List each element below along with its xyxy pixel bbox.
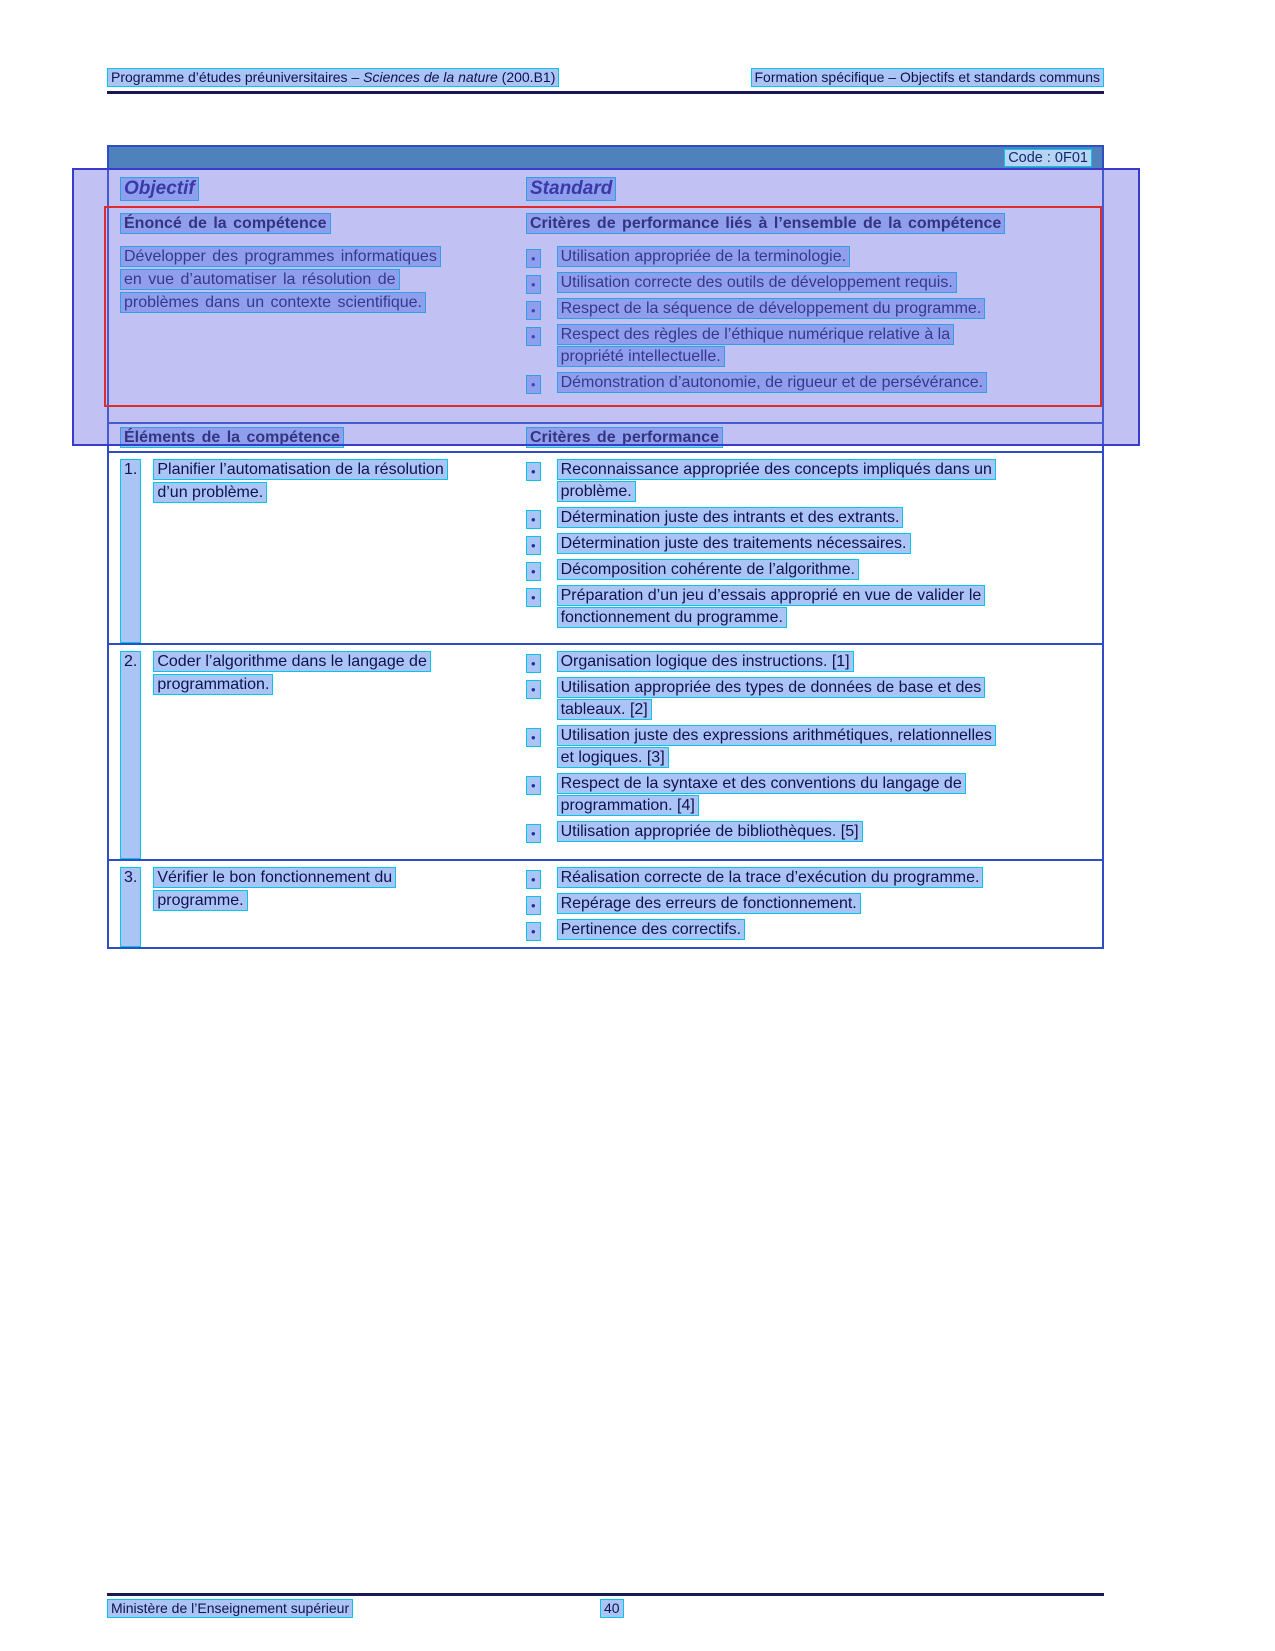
criterion-line: Préparation d’un jeu d’essais approprié en vue de valider le [557, 585, 986, 606]
elements-header-left-cell [109, 427, 522, 451]
statement-line: Développer des programmes informatiques [120, 246, 441, 267]
criterion-line: propriété intellectuelle. [557, 346, 725, 367]
element-criteria-list [522, 651, 1102, 859]
element-label [109, 459, 522, 643]
header-left-prefix: Programme d’études préuniversitaires – [111, 69, 364, 85]
criterion-text [557, 919, 746, 941]
criterion-line: tableaux. [2] [557, 699, 652, 720]
criterion-text [557, 585, 986, 629]
enonce-content-row [109, 240, 1102, 408]
criterion-text [557, 773, 966, 817]
criterion-line: Utilisation appropriée des types de données de base et des [557, 677, 986, 698]
criterion-item [526, 459, 1094, 503]
criterion-item [526, 272, 1094, 294]
criterion-text [557, 372, 987, 394]
enonce-right-header: Critères de performance liés à l’ensemble de la compétence [526, 213, 1005, 234]
criterion-line: Utilisation juste des expressions arithmétiques, relationnelles [557, 725, 996, 746]
element-row [109, 859, 1102, 947]
element-number: 3. [120, 867, 141, 947]
criterion-text [557, 272, 957, 294]
criterion-line: Démonstration d’autonomie, de rigueur et de persévérance. [557, 372, 987, 393]
objectif-column-header-cell [109, 177, 522, 209]
criterion-line: Respect de la syntaxe et des conventions du langage de [557, 773, 966, 794]
criterion-item [526, 919, 1094, 941]
header-left-text [107, 68, 559, 87]
objectif-title: Objectif [120, 177, 199, 201]
element-number: 1. [120, 459, 141, 643]
competency-table [107, 145, 1104, 949]
criterion-line: Utilisation appropriée de bibliothèques. [5] [557, 821, 863, 842]
element-label-line: Planifier l’automatisation de la résolution [153, 459, 447, 480]
code-banner [109, 147, 1102, 169]
criterion-item [526, 867, 1094, 889]
bullet-icon: • [526, 870, 541, 889]
element-label [109, 651, 522, 859]
criterion-line: Utilisation correcte des outils de développement requis. [557, 272, 957, 293]
criterion-item [526, 533, 1094, 555]
header-left-suffix: (200.B1) [497, 69, 556, 85]
criterion-line: Respect de la séquence de développement du programme. [557, 298, 986, 319]
bullet-icon: • [526, 462, 541, 481]
standard-column-header-cell [522, 177, 1102, 209]
statement-line: en vue d’automatiser la résolution de [120, 269, 400, 290]
header-right-text: Formation spécifique – Objectifs et standards communs [751, 68, 1105, 87]
bullet-icon: • [526, 922, 541, 941]
bullet-icon: • [526, 510, 541, 529]
criterion-item [526, 651, 1094, 673]
criterion-item [526, 773, 1094, 817]
page-header [107, 68, 1104, 94]
bullet-icon: • [526, 562, 541, 581]
criterion-item [526, 821, 1094, 843]
bullet-icon: • [526, 776, 541, 795]
page-footer [107, 1593, 1104, 1618]
element-number: 2. [120, 651, 141, 859]
criterion-line: Respect des règles de l’éthique numérique relative à la [557, 324, 955, 345]
enonce-criteria-list [522, 246, 1102, 408]
criterion-item [526, 507, 1094, 529]
column-titles-row [109, 169, 1102, 209]
bullet-icon: • [526, 536, 541, 555]
criterion-item [526, 677, 1094, 721]
bullet-icon: • [526, 654, 541, 673]
criterion-line: Pertinence des correctifs. [557, 919, 746, 940]
criterion-text [557, 893, 861, 915]
standard-title: Standard [526, 177, 616, 201]
criterion-line: Utilisation appropriée de la terminologie. [557, 246, 851, 267]
header-left-italic: Sciences de la nature [363, 69, 498, 85]
element-label [109, 867, 522, 947]
bullet-icon: • [526, 327, 541, 346]
criterion-item [526, 372, 1094, 394]
criterion-text [557, 651, 854, 673]
criterion-item [526, 725, 1094, 769]
competency-statement [109, 246, 522, 408]
elements-header-right-cell [522, 427, 1102, 451]
criterion-text [557, 867, 984, 889]
elements-header-row [109, 422, 1102, 453]
criterion-line: Décomposition cohérente de l’algorithme. [557, 559, 859, 580]
bullet-icon: • [526, 301, 541, 320]
criterion-text [557, 324, 955, 368]
element-label-line: programmation. [153, 674, 273, 695]
enonce-header-right-cell [522, 213, 1102, 240]
criterion-item [526, 246, 1094, 268]
criterion-item [526, 585, 1094, 629]
criterion-line: Détermination juste des intrants et des extrants. [557, 507, 904, 528]
element-row [109, 453, 1102, 643]
criterion-item [526, 559, 1094, 581]
enonce-left-header: Énoncé de la compétence [120, 213, 331, 234]
bullet-icon: • [526, 728, 541, 747]
element-label-line: d’un problème. [153, 482, 267, 503]
criterion-text [557, 507, 904, 529]
criterion-line: Reconnaissance appropriée des concepts impliqués dans un [557, 459, 996, 480]
element-label-line: Vérifier le bon fonctionnement du [153, 867, 396, 888]
criterion-text [557, 725, 996, 769]
elements-left-header: Éléments de la compétence [120, 427, 344, 448]
page-number: 40 [600, 1599, 624, 1618]
element-label-line: Coder l’algorithme dans le langage de [153, 651, 431, 672]
criterion-line: Réalisation correcte de la trace d’exécution du programme. [557, 867, 984, 888]
criterion-text [557, 459, 996, 503]
enonce-header-row [109, 209, 1102, 240]
criterion-line: Repérage des erreurs de fonctionnement. [557, 893, 861, 914]
statement-line: problèmes dans un contexte scientifique. [120, 292, 426, 313]
criterion-text [557, 559, 859, 581]
bullet-icon: • [526, 249, 541, 268]
bullet-icon: • [526, 680, 541, 699]
criterion-text [557, 533, 911, 555]
element-label-text [153, 459, 447, 643]
bullet-icon: • [526, 275, 541, 294]
criterion-line: fonctionnement du programme. [557, 607, 787, 628]
element-label-text [153, 867, 396, 947]
bullet-icon: • [526, 375, 541, 394]
element-criteria-list [522, 459, 1102, 643]
element-label-line: programme. [153, 890, 247, 911]
criterion-item [526, 298, 1094, 320]
bullet-icon: • [526, 824, 541, 843]
criterion-line: programmation. [4] [557, 795, 699, 816]
bullet-icon: • [526, 588, 541, 607]
criterion-line: et logiques. [3] [557, 747, 669, 768]
criterion-text [557, 821, 863, 843]
criterion-text [557, 677, 986, 721]
element-row [109, 643, 1102, 859]
criterion-item [526, 324, 1094, 368]
criterion-line: problème. [557, 481, 636, 502]
criterion-line: Organisation logique des instructions. [1] [557, 651, 854, 672]
elements-right-header: Critères de performance [526, 427, 723, 448]
table-spacer [109, 408, 1102, 422]
criterion-line: Détermination juste des traitements nécessaires. [557, 533, 911, 554]
criterion-text [557, 246, 851, 268]
element-criteria-list [522, 867, 1102, 947]
enonce-header-left-cell [109, 213, 522, 240]
bullet-icon: • [526, 896, 541, 915]
footer-left-text: Ministère de l’Enseignement supérieur [107, 1599, 353, 1618]
element-label-text [153, 651, 431, 859]
criterion-text [557, 298, 986, 320]
code-label: Code : 0F01 [1004, 149, 1092, 167]
criterion-item [526, 893, 1094, 915]
